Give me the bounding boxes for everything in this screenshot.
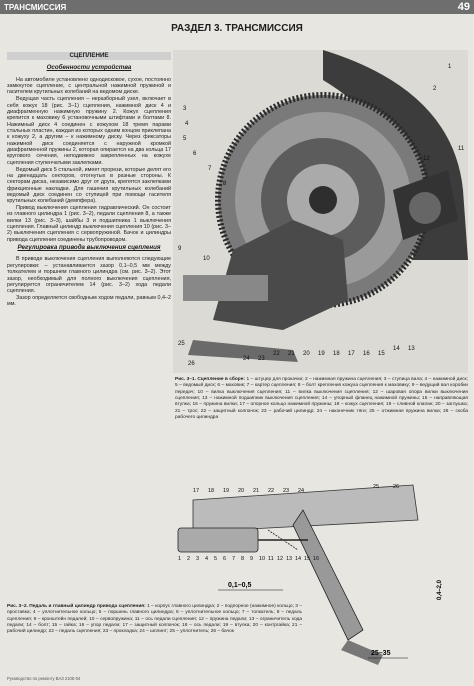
callout-25: 25 xyxy=(373,484,380,490)
callout-11: 11 xyxy=(268,556,274,562)
callout-19: 19 xyxy=(223,488,230,494)
callout-24: 24 xyxy=(243,356,250,362)
callout-22: 22 xyxy=(268,488,275,494)
callout-7: 7 xyxy=(232,556,236,562)
callout-21: 21 xyxy=(288,351,295,357)
callout-7: 7 xyxy=(208,166,212,172)
callout-3: 3 xyxy=(196,556,200,562)
subheading-features: Особенности устройства xyxy=(46,64,132,72)
callout-20: 20 xyxy=(303,351,310,357)
callout-10: 10 xyxy=(259,556,266,562)
figure-2-caption xyxy=(7,604,302,636)
callout-11: 11 xyxy=(458,146,465,152)
callout-13: 13 xyxy=(408,346,415,352)
figure-2-caption-text: 1 – корпус главного цилиндра; 2 – подпорное (нажимное) кольцо; 3 – проставка; 4 – уплотнительное кольцо; 5 – поршень главного цилиндра; 6 – уплотнительное кольцо; 7 – толкатель; 8 – педаль сцепления; 9 – кронштейн педалей; 10 – сервопружина; 11 – ось педали сцепления; 12 – пружина педали; 13 – ограничитель хода педали; 14 – болт; 15 – гайка; 16 – упор педали; 17 – защитный колпачок; 18 – ось педали; 19 – втулка; 20 – контргайка; 21 – рабочий цилиндр; 22 – педаль сцепления; 23 – прокладка; 24 – шплинт; 25 – уплотнитель; 26 – бачок xyxy=(7,604,303,635)
callout-3: 3 xyxy=(183,106,187,112)
callout-26: 26 xyxy=(393,484,400,490)
callout-14: 14 xyxy=(295,556,302,562)
callout-13: 13 xyxy=(286,556,293,562)
paragraph-6: Зазор определяется свободным ходом педали, равным 0,4–2 мм. xyxy=(7,295,171,308)
callout-5: 5 xyxy=(183,136,187,142)
paragraph-5: В приводе выключения сцепления выполняются следующие регулировки: – устанавливается зазор 0,1–0,5 мм между толкателем и поршнем главного цилиндра (см. рис. 3–2). Этот зазор, необходимый для полного выключения сцепления, регулируется ограничителем 14 (рис. 3–2) хода педали сцепления. xyxy=(7,256,171,295)
footer-note: Руководство по ремонту ВАЗ 2105-04 xyxy=(7,676,81,681)
callout-15: 15 xyxy=(378,351,385,357)
callout-8: 8 xyxy=(241,556,245,562)
callout-9: 9 xyxy=(178,246,182,252)
heading-clutch: СЦЕПЛЕНИЕ xyxy=(7,52,171,60)
callout-23: 23 xyxy=(283,488,290,494)
callout-18: 18 xyxy=(333,351,340,357)
subheading-adjustment: Регулировка привода выключения сцепления xyxy=(17,244,161,252)
section-title: РАЗДЕЛ 3. ТРАНСМИССИЯ xyxy=(171,23,303,34)
callout-12: 12 xyxy=(277,556,284,562)
figure-clutch-assembly xyxy=(173,50,468,373)
callout-17: 17 xyxy=(348,351,355,357)
dim-travel: 25–35 xyxy=(371,650,391,657)
callout-16: 16 xyxy=(363,351,370,357)
callout-4: 4 xyxy=(205,556,209,562)
callout-4: 4 xyxy=(185,121,189,127)
callout-21: 21 xyxy=(253,488,260,494)
callout-9: 9 xyxy=(250,556,254,562)
callout-6: 6 xyxy=(223,556,227,562)
callout-23: 23 xyxy=(258,356,265,362)
callout-26: 26 xyxy=(188,361,195,367)
page-number: 49 xyxy=(457,1,470,13)
callout-20: 20 xyxy=(238,488,245,494)
figure-2-caption-title: Рис. 3–2. Педаль и главный цилиндр привода сцепления: xyxy=(7,604,146,609)
dim-free-play: 0,4–2,0 xyxy=(437,579,443,600)
callout-6: 6 xyxy=(193,151,197,157)
callout-5: 5 xyxy=(214,556,218,562)
header-title: ТРАНСМИССИЯ xyxy=(4,2,67,12)
callout-1: 1 xyxy=(178,556,182,562)
callout-2: 2 xyxy=(187,556,191,562)
callout-12: 12 xyxy=(423,156,430,162)
figure-1-caption xyxy=(175,377,468,421)
callout-14: 14 xyxy=(393,346,400,352)
callout-25: 25 xyxy=(178,341,185,347)
dim-gap: 0,1–0,5 xyxy=(228,582,252,589)
callout-18: 18 xyxy=(208,488,215,494)
paragraph-2: Ведущая часть сцепления – неразборный узел, включает в себя кожух 18 (рис. 3–1) сцепления, нажимной диск 4 и диафрагменную нажимную пружину 2. Кожух сцепления крепится к маховику 6 установочными штифтами и болтами 8. Нажимный диск 4 соединен с кожухом 18 тремя парами стальных пластин, каждая из которых одним концом приклепана к кожуху 2, а другим – к нажимному диску. Через фиксаторы нажимной диск соединяется с наружной кромкой диафрагменной пружины 2, которая опирается на два кольца 17 кругового сечения, неподвижно закрепленных на кожухе сцепления ступенчатыми заклепками. xyxy=(7,96,171,166)
figure-pedal-cylinder xyxy=(173,480,468,668)
callout-22: 22 xyxy=(273,351,280,357)
figure-1-caption-title: Рис. 3–1. Сцепление в сборе: xyxy=(175,377,245,382)
callout-17: 17 xyxy=(193,488,200,494)
paragraph-1: На автомобиле установлено однодисковое, сухое, постоянно замкнутое сцепление, с центральной нажимной пружиной и гасителем крутильных колебаний на ведомом диске. xyxy=(7,76,171,96)
callout-10: 10 xyxy=(203,256,210,262)
callout-15: 15 xyxy=(304,556,311,562)
callout-19: 19 xyxy=(318,351,325,357)
header-bar xyxy=(0,0,474,14)
left-column xyxy=(7,50,171,610)
paragraph-4: Привод выключения сцепления гидравлический. Он состоит из главного цилиндра 1 (рис. 3–2), педали сцепления 8, а также вилки 13 (рис. 3–3), шайбы 3 и подшипника 1 выключения сцепления. Главный цилиндр выключения сцепления 10 (рис. 3–2) выключения сцепления с сервопружиной. Бачок и цилиндры привода сцепления соединены трубопроводом. xyxy=(7,205,171,243)
callout-24: 24 xyxy=(298,488,305,494)
callout-2: 2 xyxy=(433,86,437,92)
callout-8: 8 xyxy=(223,181,227,187)
figure-1-caption-text: 1 – штуцер для прокачки; 2 – нажимная пружина сцепления; 3 – ступица вала; 4 – нажимной диск; 5 – ведомый диск; 6 – маховик; 7 – картер сцепления; 8 – болт крепления кожуха сцепления к маховику; 9 – ведущий вал коробки передач; 10 – вилка выключения сцепления; 11 – вилка выключения сцепления; 12 – шаровая опора вилки выключения сцепления; 13 – нажимной подшипник выключения сцепления; 14 – упорный фланец нажимной пружины; 15 – направляющая втулка; 16 – пружина вилки; 17 – опорное кольцо нажимной пружины; 18 – кожух сцепления; 19 – сливной клапан; 20 – заглушка; 21 – трос; 22 – защитный колпачок; 23 – рабочий цилиндр; 24 – наконечник тяги; 25 – отжимная пружина вилки; 26 – скоба рабочего цилиндра xyxy=(175,377,468,421)
paragraph-3: Ведомый диск 5 стальной, имеет прорези, которые делят его на двенадцать секторов, отогнутых в разные стороны. К секторам диска, независимо друг от друга, крепятся заклепками фрикционные накладки. Для гашения крутильных колебаний ведомый диск соединен со ступицей при помощи гасителя крутильных колебаний (демпфера). xyxy=(7,166,171,205)
callout-1: 1 xyxy=(448,64,452,70)
callout-16: 16 xyxy=(313,556,320,562)
